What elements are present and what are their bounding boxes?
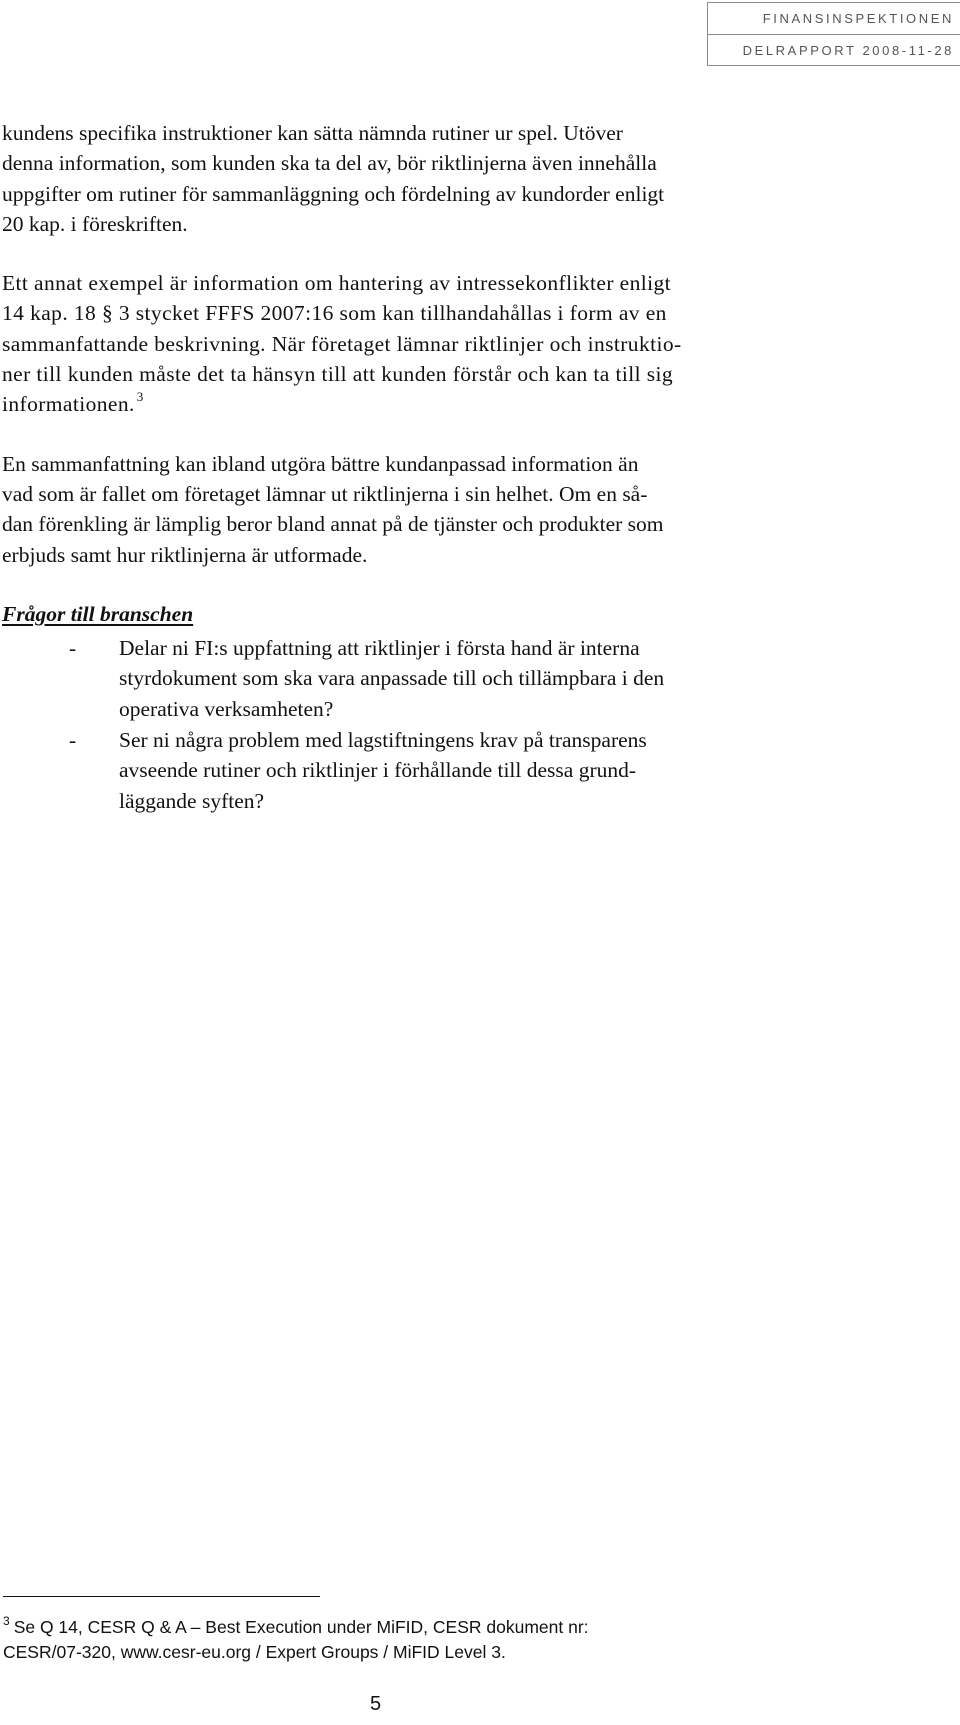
text-line: avseende rutiner och riktlinjer i förhållande till dessa grund-	[119, 758, 637, 783]
questions-list	[2, 633, 742, 816]
text-fragment: informationen.	[2, 392, 135, 417]
text-line: läggande syften?	[119, 788, 265, 813]
footnote-mark: 3	[3, 1614, 10, 1628]
text-line: kundens specifika instruktioner kan sätta nämnda rutiner ur spel. Utöver	[2, 121, 623, 145]
text-line: 20 kap. i föreskriften.	[2, 211, 188, 236]
text-line: operativa verksamheten?	[119, 696, 334, 721]
text-line: denna information, som kunden ska ta del av, bör riktlinjerna även innehålla	[2, 151, 657, 176]
text-line: Delar ni FI:s uppfattning att riktlinjer i första hand är interna	[119, 636, 640, 661]
footnote	[3, 1615, 589, 1665]
paragraph-1	[2, 118, 742, 239]
text-line-with-footnote	[2, 389, 742, 419]
text-line: erbjuds samt hur riktlinjerna är utformade.	[2, 542, 368, 567]
header-organization: FINANSINSPEKTIONEN	[762, 11, 954, 26]
text-line: 14 kap. 18 § 3 stycket FFFS 2007:16 som kan tillhandahållas i form av en	[2, 301, 667, 326]
text-line: sammanfattande beskrivning. När företaget lämnar riktlinjer och instruktio-	[2, 331, 682, 356]
header-report-date: DELRAPPORT 2008-11-28	[708, 34, 960, 66]
question-item	[2, 725, 742, 816]
section-heading: Frågor till branschen	[2, 601, 194, 626]
footnote-divider	[3, 1596, 320, 1597]
text-line: En sammanfattning kan ibland utgöra bättre kundanpassad information än	[2, 451, 639, 476]
footnote-line	[3, 1615, 589, 1640]
text-line: Ett annat exempel är information om hantering av intressekonflikter enligt	[2, 271, 672, 296]
paragraph-2	[2, 268, 742, 419]
text-fragment: Se Q 14, CESR Q & A – Best Execution under MiFID, CESR dokument nr:	[13, 1617, 589, 1637]
text-line: uppgifter om rutiner för sammanläggning och fördelning av kundorder enligt	[2, 181, 665, 206]
text-line: ner till kunden måste det ta hänsyn till att kunden förstår och kan ta till sig	[2, 362, 674, 387]
question-item	[2, 633, 742, 724]
text-line: dan förenkling är lämplig beror bland annat på de tjänster och produkter som	[2, 512, 664, 537]
text-line: vad som är fallet om företaget lämnar ut riktlinjerna i sin helhet. Om en så-	[2, 481, 648, 506]
list-bullet: -	[69, 728, 77, 753]
footnote-reference[interactable]: 3	[136, 389, 144, 405]
document-body	[2, 118, 742, 817]
page-number: 5	[370, 1693, 382, 1715]
list-bullet: -	[69, 636, 77, 661]
text-line: Ser ni några problem med lagstiftningens krav på transparens	[119, 728, 647, 753]
text-line: styrdokument som ska vara anpassade till och tillämpbara i den	[119, 666, 665, 691]
paragraph-3	[2, 449, 742, 570]
footnote-line: CESR/07-320, www.cesr-eu.org / Expert Groups / MiFID Level 3.	[3, 1642, 506, 1662]
document-header	[707, 2, 960, 66]
